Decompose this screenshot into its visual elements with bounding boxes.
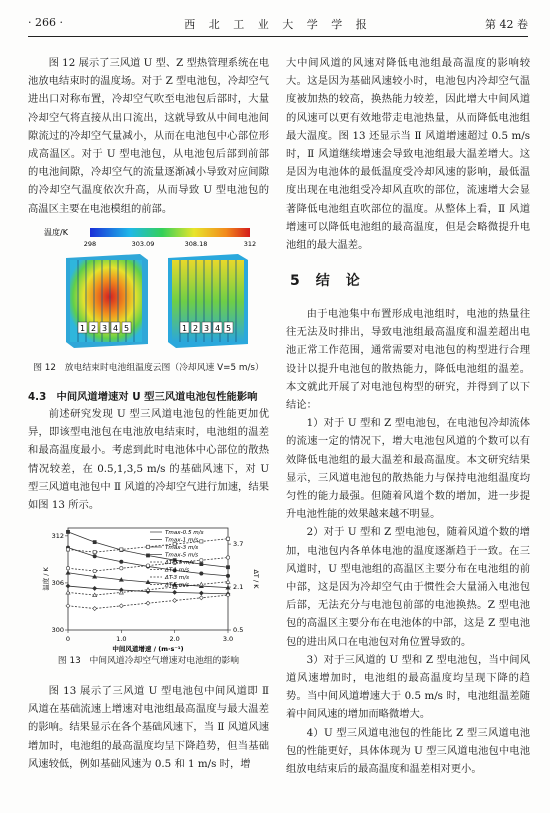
- data-point: [226, 556, 229, 559]
- legend-entry: ΔT-3 m/s: [165, 575, 190, 581]
- y-right-tick-label: 2.1: [233, 583, 244, 592]
- data-point: [93, 555, 96, 558]
- y-left-tick-label: 300: [51, 626, 64, 634]
- right-paragraph-1-block: [286, 54, 530, 254]
- u-type-battery-pack: [66, 254, 148, 348]
- legend-entry: Tmax-3 m/s: [165, 545, 199, 551]
- data-point: [200, 572, 203, 575]
- data-point: [226, 566, 229, 569]
- data-point: [226, 537, 229, 540]
- legend-entry: ΔT-1 m/s: [165, 567, 190, 574]
- left-paragraph-1: 图 12 展示了三风道 U 型、Z 型热管理系统在电池放电结束时的温度场。对于 Z 型电池包，冷却空气进出口对称布置，冷却空气吹至电池包后部时，大量冷却空气将直接从出口流出，这就导致从中间电池间隙流过的冷却空气量减小，从而在电池包中心部位形成高温区。对于 U 型电池包，从电池包后部到前部的电池间隙，冷却空气的流量逐渐减小导致对应间隙的冷却空气温度依次升高，从而导致 U 型电池包的高温区主要在电池模组的前部。: [28, 57, 269, 215]
- duct-number: 4: [112, 324, 119, 333]
- journal-title: 西 北 工 业 大 学 学 报: [184, 18, 372, 31]
- temperature-contour-figure: [28, 226, 269, 356]
- legend-entry: ΔT-5 m/s: [165, 582, 190, 589]
- colorbar: [90, 228, 250, 237]
- duct-number: 2: [90, 324, 97, 333]
- header-rule: [28, 36, 528, 37]
- data-point: [93, 569, 96, 572]
- y-right-axis-label: ΔT / K: [252, 569, 260, 589]
- conclusion-block: [286, 305, 530, 778]
- duct-number: 5: [123, 324, 130, 333]
- section-5-heading: 5 结 论: [290, 273, 361, 289]
- volume-label: 第 42 卷: [485, 18, 528, 31]
- x-axis-label: 中间风道增速 / (m·s⁻¹): [112, 645, 184, 652]
- line-chart-svg: [40, 522, 262, 652]
- plot-frame: [68, 528, 228, 630]
- section-4-3-heading: 4.3 中间风道增速对 U 型三风道电池包性能影响: [28, 391, 258, 403]
- figure-12: [28, 226, 269, 356]
- legend-entry: ΔT-0.5 m/s: [165, 560, 195, 566]
- data-point: [146, 564, 149, 567]
- data-point: [93, 541, 96, 544]
- figure-13-caption: 图 13 中间风道冷却空气增速对电池组的影响: [57, 656, 240, 666]
- y-left-axis-label: 温度 / K: [42, 567, 50, 591]
- duct-number: 1: [181, 324, 188, 333]
- figure-12-caption: 图 12 放电结束时电池组温度云图（冷却风速 V=5 m/s）: [33, 363, 264, 373]
- page-number: · 266 ·: [28, 16, 63, 29]
- y-left-tick-label: 306: [51, 578, 64, 587]
- left-paragraph-3: 图 13 展示了三风道 U 型电池包中间风道即 Ⅱ 风道在基础流速上增速对电池组最高温度与最大温差的影响。结果显示在各个基础风速下，当 Ⅱ 风道风速增加时，电池组的最高温度均呈下降趋势，但当基础风速较低，例如基础风速为 0.5 和 1 m/s 时，增: [28, 685, 269, 770]
- colorbar-label: 温度/K: [44, 228, 68, 237]
- legend-entry: Tmax-5 m/s: [165, 552, 199, 559]
- data-point: [146, 545, 149, 548]
- duct-number: 4: [214, 324, 221, 333]
- left-paragraph-3-block: [28, 682, 269, 773]
- left-paragraph-2: 前述研究发现 U 型三风道电池包的性能更加优异，即该型电池包在电池放电结束时，电池组的温差和最高温度最小。考虑到此时电池体中心部位的散热情况较差，在 0.5,1,3,5 m/s 的基础风速下，对 U 型三风道电池包中 Ⅱ 风道的冷却空气进行加速，结果如图 13 所示。: [28, 408, 269, 512]
- y-left-tick-label: 312: [51, 531, 64, 540]
- legend-entry: Tmax-0.5 m/s: [165, 530, 204, 536]
- duct-number: 3: [203, 324, 210, 333]
- y-right-tick-label: 3.7: [233, 540, 244, 549]
- data-point: [66, 530, 69, 533]
- colorbar-tick: 312: [243, 240, 257, 248]
- duct-number: 3: [101, 324, 108, 333]
- colorbar-tick: 308.18: [184, 240, 208, 248]
- z-type-battery-pack: [168, 254, 248, 348]
- data-point: [66, 567, 69, 570]
- x-tick-label: 2.0: [169, 635, 180, 643]
- duct-number: 2: [192, 324, 199, 333]
- data-point: [200, 562, 203, 565]
- left-paragraph-1-block: [28, 54, 269, 218]
- conclusion-item-1: 1）对于 U 型和 Z 型电池包，在电池包冷却流体的流速一定的情况下，增大电池包风道的个数可以有效降低电池组的最大温差和最高温度。本文研究结果显示，三风道电池包的散热能力与保持电池组温度均匀性的能力最强。但随着风道个数的增加，进一步提升电池性能的效果越来越不明显。: [286, 417, 530, 521]
- data-point: [120, 548, 123, 551]
- data-point: [120, 567, 123, 570]
- conclusion-item-2: 2）对于 U 型和 Z 型电池包，随着风道个数的增加，电池包内各单体电池的温度逐渐趋于一致。在三风道时，U 型电池组的高温区主要分布在电池组的前中部，这是因为冷却空气由于惯性会大量涌入电池包后部，无法充分与电池包前部的电池换热。Z 型电池包的高温区主要分布在电池体的中部，这是 Z 型电池包的进出风口在电池包对角位置导致的。: [286, 526, 530, 648]
- data-point: [120, 560, 123, 563]
- conclusion-item-3: 3）对于三风道的 U 型和 Z 型电池包，当中间风道风速增加时，电池组的最高温度均呈现下降的趋势。当中间风道增速大于 0.5 m/s 时，电池组温差随着中间风速的增加而略微增大。: [286, 653, 530, 721]
- data-point: [200, 559, 203, 562]
- colorbar-tick: 303.09: [131, 240, 155, 248]
- duct-number: 1: [79, 324, 86, 333]
- duct-number: 5: [225, 324, 232, 333]
- legend-entry: Tmax-1 m/s: [165, 537, 199, 544]
- conclusion-intro: 由于电池集中布置形成电池组时，电池的热量往往无法及时排出，导致电池组最高温度和温差超出电池正常工作范围，通常需要对电池包的构型进行合理设计以提升电池包的散热能力，降低电池组的温差。本文就此开展了对电池包构型的研究，并得到了以下结论：: [286, 308, 530, 412]
- data-point: [93, 551, 96, 554]
- x-tick-label: 1.0: [116, 635, 127, 643]
- x-tick-label: 3.0: [222, 635, 234, 643]
- right-paragraph-1: 大中间风道的风速对降低电池组最高温度的影响较大。这是因为基础风速较小时，电池包内冷却空气温度被加热的较高，换热能力较差，因此增大中间风道的风速可以更有效地带走电池热量，从而降低电池组最大温度。图 13 还显示当 Ⅱ 风道增速超过 0.5 m/s 时，Ⅱ 风道继续增速会导致电池组最大温差增大。这是因为电池体的最低温度受冷却风速的影响，最低温度出现在电池组受冷却风直吹的部位，流速增大会显著降低电池组直吹部位的温度。从整体上看，Ⅱ 风道增速可以降低电池组的最高温度，但是会略微提升电池组的最大温差。: [286, 57, 530, 252]
- data-point: [146, 554, 149, 557]
- left-paragraph-2-block: [28, 405, 269, 514]
- figure-13-chart: [40, 522, 262, 652]
- running-header: [28, 14, 528, 34]
- x-tick-label: 0: [65, 635, 71, 643]
- data-point: [226, 574, 229, 577]
- data-point: [200, 540, 203, 543]
- data-point: [66, 548, 69, 551]
- conclusion-item-4: 4）U 型三风道电池包的性能比 Z 型三风道电池包的性能更好，具体体现为 U 型三风道电池包中电池组放电结束后的最高温度和温差相对更小。: [286, 726, 530, 776]
- y-right-tick-label: 0.5: [233, 626, 244, 634]
- colorbar-tick: 298: [83, 240, 97, 248]
